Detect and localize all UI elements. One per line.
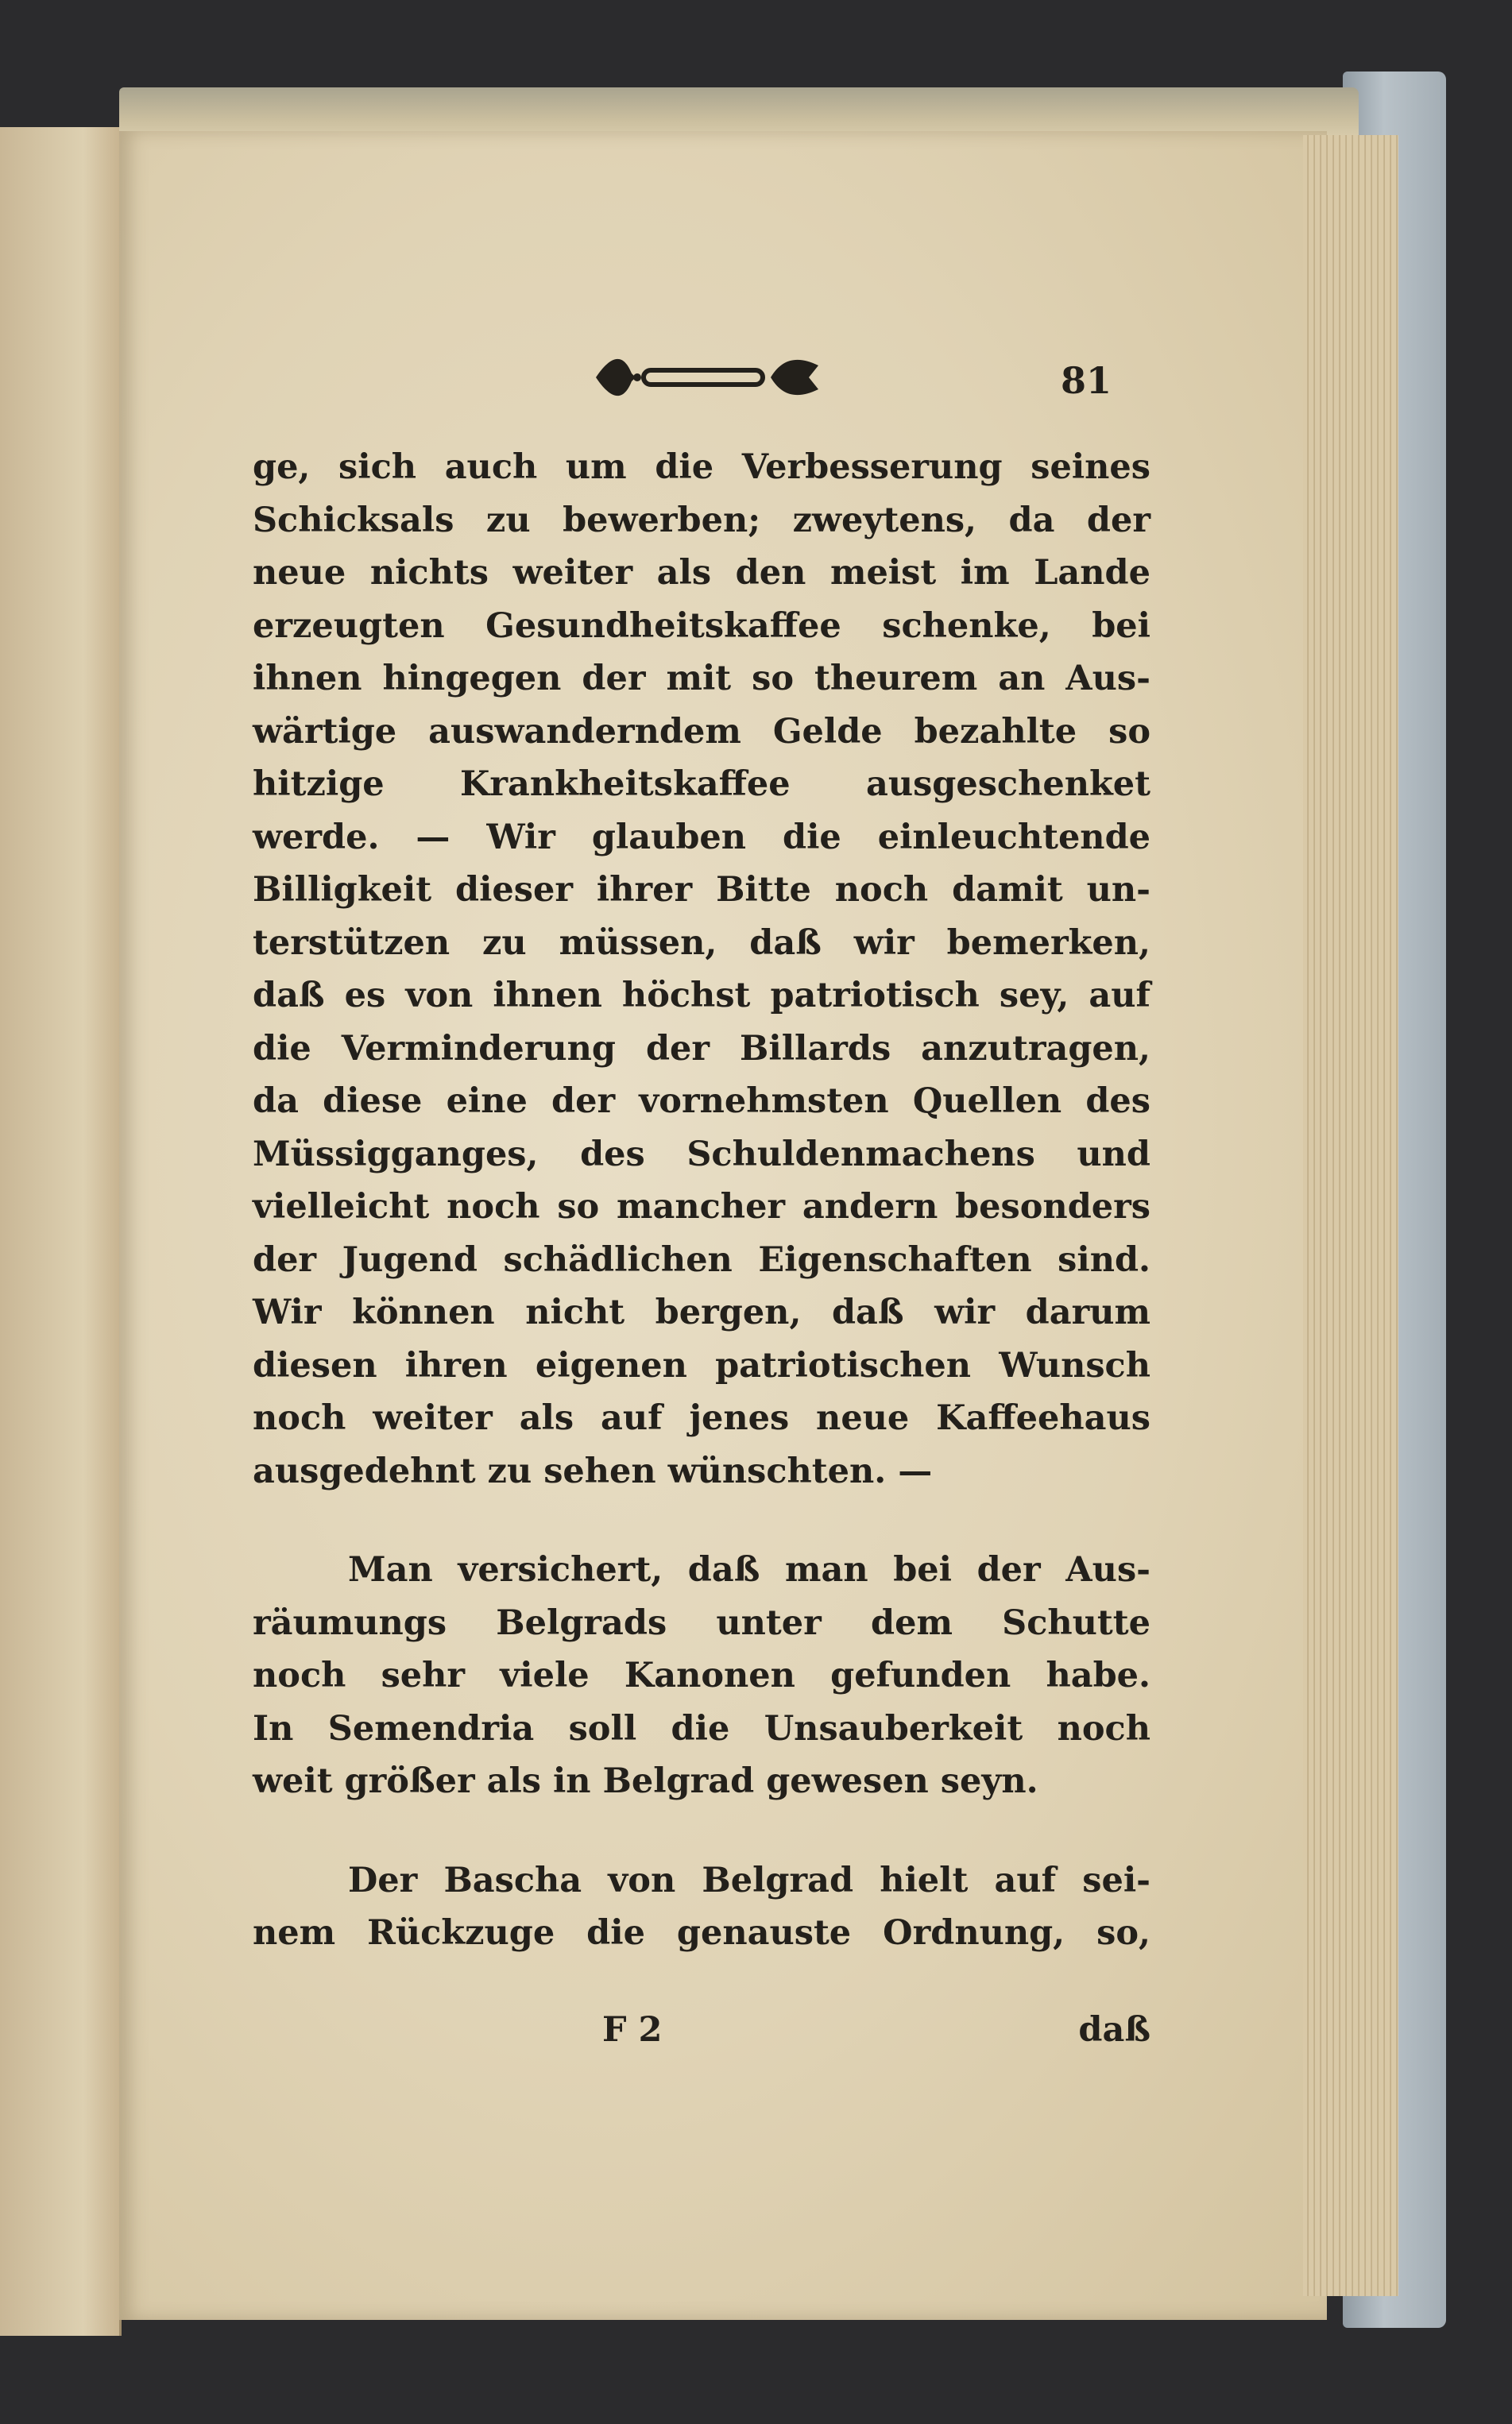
main-text	[253, 441, 1150, 1960]
page-number: 81	[1061, 359, 1112, 402]
text-line: diesen ihren eigenen patriotischen Wunsch	[253, 1345, 1150, 1386]
text-line: Müssigganges, des Schuldenmachens und	[253, 1134, 1150, 1174]
text-line: neue nichts weiter als den meist im Lande	[253, 553, 1150, 593]
page-block-edge	[1303, 135, 1398, 2296]
text-line: nem Rückzuge die genauste Ordnung, so,	[253, 1913, 1150, 1953]
left-page-edge	[0, 127, 122, 2336]
text-line: wärtige auswanderndem Gelde bezahlte so	[253, 711, 1150, 752]
catchword: daß	[1078, 2010, 1150, 2050]
text-line: vielleicht noch so mancher andern besonders	[253, 1187, 1150, 1227]
text-line: ge, sich auch um die Verbesserung seines	[253, 447, 1150, 487]
text-line: erzeugten Gesundheitskaffee schenke, bei	[253, 605, 1150, 646]
text-line: In Semendria soll die Unsauberkeit noch	[253, 1708, 1150, 1749]
text-line: die Verminderung der Billards anzutragen,	[253, 1028, 1150, 1069]
page-footer	[253, 2010, 1150, 2066]
text-line: Der Bascha von Belgrad hielt auf sei-	[348, 1860, 1150, 1900]
text-line: hitzige Krankheitskaffee ausgeschenket	[253, 764, 1150, 804]
text-line: der Jugend schädlichen Eigenschaften sind.	[253, 1239, 1150, 1280]
text-line: ausgedehnt zu sehen wünschten. —	[253, 1451, 933, 1491]
text-line: daß es von ihnen höchst patriotisch sey, auf	[253, 976, 1150, 1015]
text-line: räumungs Belgrads unter dem Schutte	[253, 1602, 1150, 1643]
text-line: werde. — Wir glauben die einleuchtende	[253, 817, 1150, 857]
text-line: weit größer als in Belgrad gewesen seyn.	[253, 1761, 1038, 1801]
text-line: ihnen hingegen der mit so theurem an Aus-	[253, 659, 1150, 698]
ornament-icon	[588, 350, 826, 405]
text-line: Wir können nicht bergen, daß wir darum	[253, 1293, 1150, 1332]
text-line: Billigkeit dieser ihrer Bitte noch damit un-	[253, 870, 1150, 910]
text-line: noch sehr viele Kanonen gefunden habe.	[253, 1656, 1150, 1695]
signature-mark: F 2	[602, 2010, 663, 2050]
text-line: noch weiter als auf jenes neue Kaffeehaus	[253, 1398, 1150, 1438]
text-line: da diese eine der vornehmsten Quellen des	[253, 1081, 1150, 1121]
text-line: Schicksals zu bewerben; zweytens, da der	[253, 500, 1150, 540]
text-line: terstützen zu müssen, daß wir bemerken,	[253, 922, 1150, 963]
text-line: Man versichert, daß man bei der Aus-	[348, 1550, 1150, 1590]
